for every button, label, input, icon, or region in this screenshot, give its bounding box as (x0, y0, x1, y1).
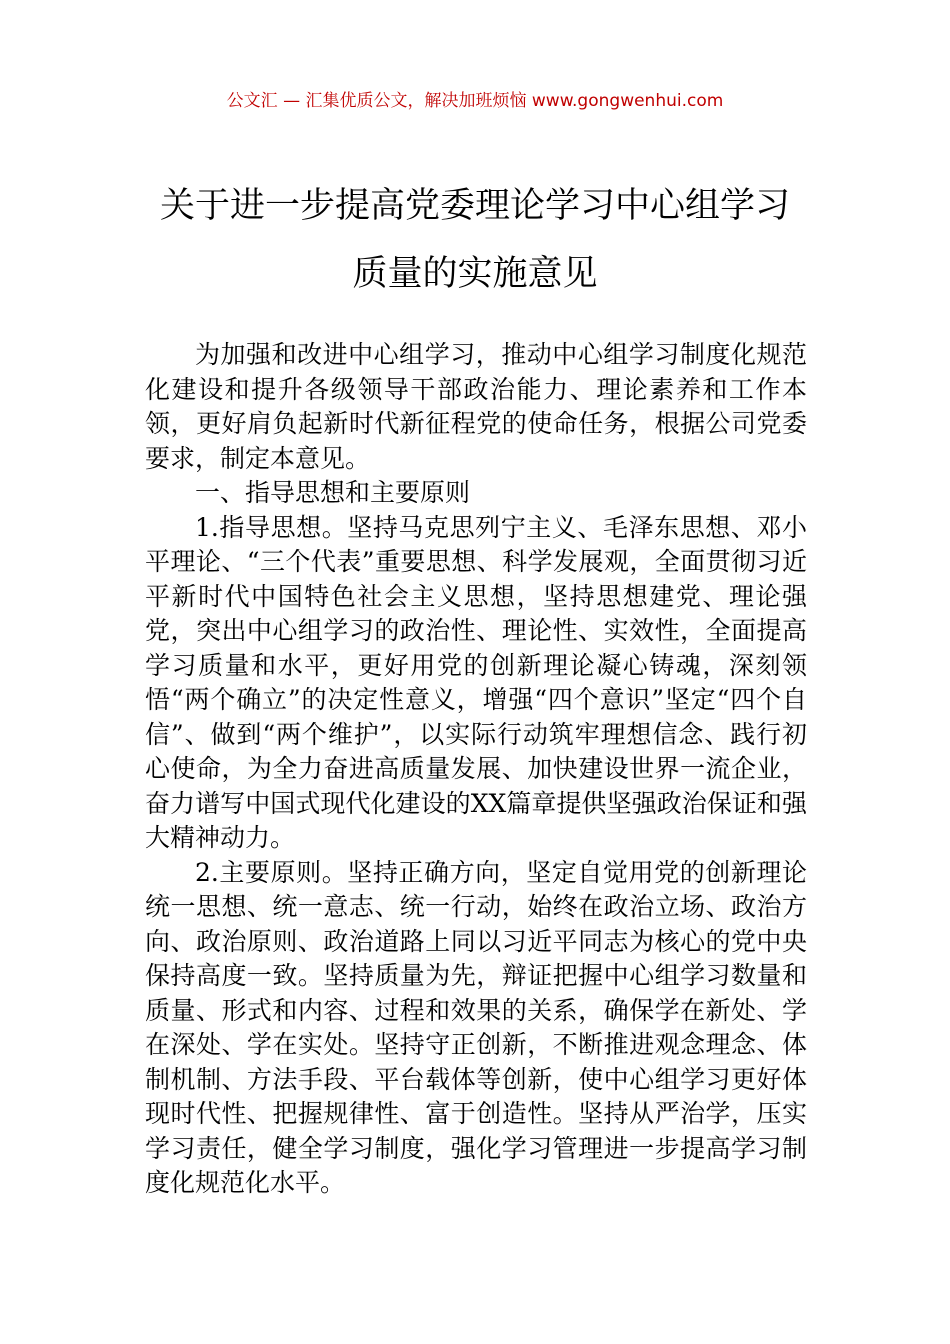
document-body (145, 338, 807, 1201)
paragraph-guiding-ideology: 1.指导思想。坚持马克思列宁主义、毛泽东思想、邓小平理论、“三个代表”重要思想、科学发展观，全面贯彻习近平新时代中国特色社会主义思想，坚持思想建党、理论强党，突出中心组学习的政治性、理论性、实效性，全面提高学习质量和水平，更好用党的创新理论凝心铸魂，深刻领悟“两个确立”的决定性意义，增强“四个意识”坚定“四个自信”、做到“两个维护”，以实际行动筑牢理想信念、践行初心使命，为全力奋进高质量发展、加快建设世界一流企业，奋力谱写中国式现代化建设的XX篇章提供坚强政治保证和强大精神动力。 (145, 512, 807, 852)
document-title-line-2: 质量的实施意见 (352, 254, 598, 294)
paragraph-main-principles: 2.主要原则。坚持正确方向，坚定自觉用党的创新理论统一思想、统一意志、统一行动，始终在政治立场、政治方向、政治原则、政治道路上同以习近平同志为核心的党中央保持高度一致。坚持质量为先，辩证把握中心组学习数量和质量、形式和内容、过程和效果的关系，确保学在新处、学在深处、学在实处。坚持守正创新，不断推进观念理念、体制机制、方法手段、平台载体等创新，使中心组学习更好体现时代性、把握规律性、富于创造性。坚持从严治学，压实学习责任，健全学习制度，强化学习管理进一步提高学习制度化规范化水平。 (145, 857, 807, 1197)
paragraph-intro: 为加强和改进中心组学习，推动中心组学习制度化规范化建设和提升各级领导干部政治能力、理论素养和工作本领，更好肩负起新时代新征程党的使命任务，根据公司党委要求，制定本意见。 (145, 340, 807, 473)
section-heading-1: 一、指导思想和主要原则 (195, 478, 471, 507)
document-title-line-1: 关于进一步提高党委理论学习中心组学习 (159, 186, 790, 226)
header-banner: 公文汇 — 汇集优质公文，解决加班烦恼 www.gongwenhui.com (226, 91, 724, 111)
